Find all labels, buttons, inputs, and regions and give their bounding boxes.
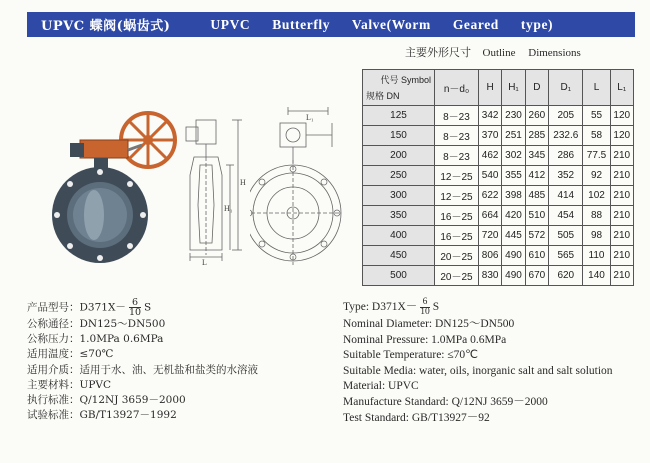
fraction-top: 6 — [420, 298, 430, 308]
table-row — [363, 206, 634, 226]
table-cell: 98 — [583, 226, 610, 246]
table-cell: 445 — [502, 226, 525, 246]
table-corner-header — [363, 70, 435, 106]
row-dn-label: 350 — [363, 206, 435, 226]
table-cell: 8－23 — [435, 126, 479, 146]
table-cell: 806 — [478, 246, 501, 266]
column-header: L₁ — [610, 70, 633, 106]
dimensions-title — [405, 44, 581, 60]
table-cell: 345 — [525, 146, 548, 166]
table-row — [363, 106, 634, 126]
table-cell: 420 — [502, 206, 525, 226]
title-en: UPVC Butterfly Valve(Worm Geared type) — [210, 16, 554, 32]
fraction-top: 6 — [129, 298, 141, 308]
column-header: n－d₀ — [435, 70, 479, 106]
model-fraction-cn — [129, 298, 141, 317]
front-view-drawing — [250, 105, 350, 270]
type-prefix-en: Type: D371X－ — [343, 301, 418, 314]
table-row — [363, 166, 634, 186]
table-cell: 230 — [502, 106, 525, 126]
column-header: L — [583, 70, 610, 106]
table-cell: 830 — [478, 266, 501, 286]
table-cell: 285 — [525, 126, 548, 146]
table-cell: 20－25 — [435, 246, 479, 266]
handwheel-icon — [121, 113, 175, 167]
table-cell: 110 — [583, 246, 610, 266]
column-header: D — [525, 70, 548, 106]
table-cell: 205 — [549, 106, 583, 126]
table-row — [363, 186, 634, 206]
table-cell: 8－23 — [435, 146, 479, 166]
table-header-row — [363, 70, 634, 106]
table-cell: 92 — [583, 166, 610, 186]
table-cell: 490 — [502, 266, 525, 286]
valve-body-icon — [52, 167, 148, 263]
table-cell: 210 — [610, 146, 633, 166]
type-suffix-en: S — [432, 301, 440, 314]
table-cell: 16－25 — [435, 226, 479, 246]
corner-dn-label: 规格 DN — [366, 91, 400, 101]
dim-label-l1: L₁ — [306, 113, 314, 122]
table-cell: 210 — [610, 246, 633, 266]
table-body — [363, 106, 634, 286]
dimensions-title-cn: 主要外形尺寸 — [405, 46, 471, 59]
spec-cn-pressure: 公称压力：1.0MPa 0.6MPa — [27, 333, 164, 346]
row-dn-label: 250 — [363, 166, 435, 186]
spec-cn-model — [27, 298, 258, 317]
table-cell: 286 — [549, 146, 583, 166]
table-cell: 622 — [478, 186, 501, 206]
table-cell: 670 — [525, 266, 548, 286]
table-row — [363, 146, 634, 166]
spec-en-material: Material: UPVC — [343, 380, 419, 393]
spec-en-media: Suitable Media: water, oils, inorganic salt and salt solution — [343, 364, 613, 377]
model-suffix-cn: S — [144, 301, 152, 314]
table-cell: 77.5 — [583, 146, 610, 166]
table-cell: 664 — [478, 206, 501, 226]
table-cell: 260 — [525, 106, 548, 126]
table-cell: 210 — [610, 186, 633, 206]
column-header: H₁ — [502, 70, 525, 106]
fraction-bottom: 10 — [128, 307, 142, 318]
table-cell: 55 — [583, 106, 610, 126]
table-cell: 232.6 — [549, 126, 583, 146]
table-cell: 398 — [502, 186, 525, 206]
side-view-drawing — [180, 115, 250, 265]
table-cell: 210 — [610, 166, 633, 186]
spec-cn-temperature: 适用温度：≤70℃ — [27, 348, 114, 361]
table-cell: 342 — [478, 106, 501, 126]
table-cell: 370 — [478, 126, 501, 146]
dim-label-l: L — [202, 258, 207, 265]
table-cell: 485 — [525, 186, 548, 206]
table-cell: 140 — [583, 266, 610, 286]
row-dn-label: 500 — [363, 266, 435, 286]
table-cell: 210 — [610, 226, 633, 246]
table-cell: 565 — [549, 246, 583, 266]
specs-cn — [27, 298, 258, 423]
spec-cn-diameter: 公称通径：DN125～DN500 — [27, 318, 166, 330]
table-cell: 620 — [549, 266, 583, 286]
table-cell: 12－25 — [435, 166, 479, 186]
row-dn-label: 125 — [363, 106, 435, 126]
valve-photo — [30, 110, 180, 270]
table-cell: 102 — [583, 186, 610, 206]
table-cell: 355 — [502, 166, 525, 186]
spec-cn-test: 试验标准：GB/T13927－1992 — [27, 409, 177, 422]
table-cell: 58 — [583, 126, 610, 146]
row-dn-label: 400 — [363, 226, 435, 246]
dimensions-table — [362, 69, 634, 286]
table-row — [363, 226, 634, 246]
table-cell: 510 — [525, 206, 548, 226]
table-row — [363, 246, 634, 266]
spec-cn-media: 适用介质：适用于水、油、无机盐和盐类的水溶液 — [27, 363, 258, 376]
corner-symbol-label: 代号 Symbol — [380, 75, 431, 85]
spec-cn-material: 主要材料：UPVC — [27, 378, 112, 391]
table-cell: 540 — [478, 166, 501, 186]
table-cell: 8－23 — [435, 106, 479, 126]
column-header: D₁ — [549, 70, 583, 106]
table-cell: 12－25 — [435, 186, 479, 206]
table-cell: 210 — [610, 206, 633, 226]
table-cell: 572 — [525, 226, 548, 246]
table-cell: 120 — [610, 126, 633, 146]
fraction-bottom: 10 — [420, 307, 430, 317]
title-cn: UPVC 蝶阀(蜗齿式) — [41, 19, 171, 34]
spec-en-pressure: Nominal Pressure: 1.0MPa 0.6MPa — [343, 333, 507, 346]
table-cell: 16－25 — [435, 206, 479, 226]
specs-en — [343, 298, 643, 426]
table-cell: 352 — [549, 166, 583, 186]
spec-en-test: Test Standard: GB/T13927－92 — [343, 411, 490, 424]
type-fraction-en — [420, 298, 430, 317]
table-cell: 610 — [525, 246, 548, 266]
table-cell: 210 — [610, 266, 633, 286]
model-prefix-cn: 产品型号：D371X－ — [27, 301, 126, 314]
table-row — [363, 266, 634, 286]
row-dn-label: 200 — [363, 146, 435, 166]
row-dn-label: 150 — [363, 126, 435, 146]
table-cell: 505 — [549, 226, 583, 246]
table-cell: 462 — [478, 146, 501, 166]
column-header: H — [478, 70, 501, 106]
table-cell: 414 — [549, 186, 583, 206]
table-cell: 412 — [525, 166, 548, 186]
table-cell: 88 — [583, 206, 610, 226]
spec-en-manufacture: Manufacture Standard: Q/12NJ 3659－2000 — [343, 395, 548, 408]
row-dn-label: 450 — [363, 246, 435, 266]
table-cell: 720 — [478, 226, 501, 246]
table-cell: 454 — [549, 206, 583, 226]
table-cell: 251 — [502, 126, 525, 146]
dim-label-h1: H₁ — [224, 204, 233, 213]
row-dn-label: 300 — [363, 186, 435, 206]
table-cell: 490 — [502, 246, 525, 266]
dimensions-title-en: Outline Dimensions — [482, 47, 581, 59]
table-cell: 20－25 — [435, 266, 479, 286]
table-cell: 302 — [502, 146, 525, 166]
table-cell: 120 — [610, 106, 633, 126]
table-row — [363, 126, 634, 146]
spec-en-temperature: Suitable Temperature: ≤70℃ — [343, 349, 479, 362]
spec-en-type — [343, 298, 643, 317]
header-banner — [27, 12, 635, 37]
spec-cn-manufacture: 执行标准：Q/12NJ 3659－2000 — [27, 394, 186, 407]
dim-label-h: H — [240, 178, 246, 187]
spec-en-diameter: Nominal Diameter: DN125～DN500 — [343, 318, 515, 330]
